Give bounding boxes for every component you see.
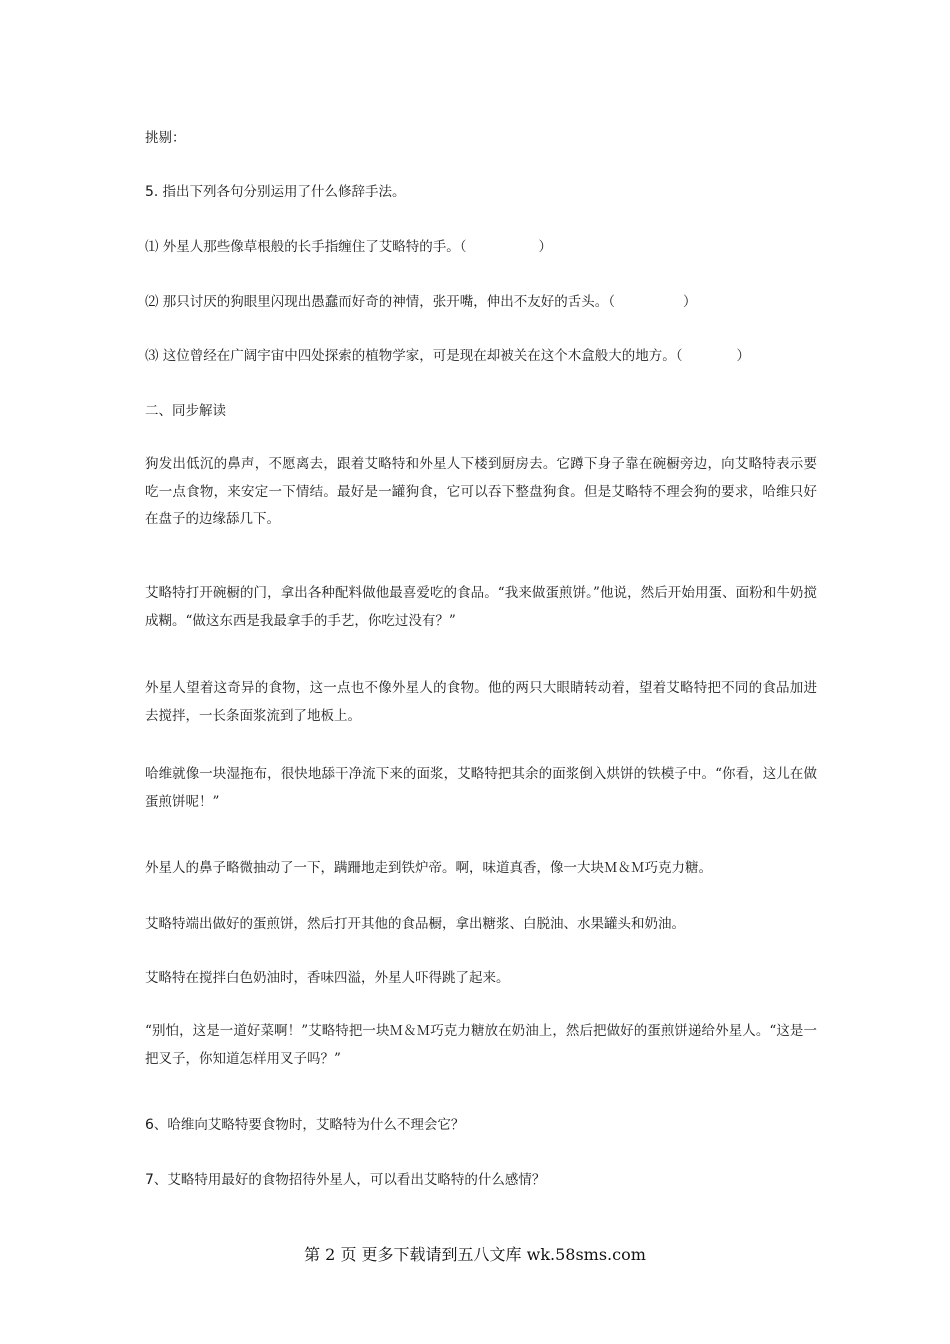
paragraph-5: 外星人的鼻子略微抽动了一下，蹒跚地走到铁炉帝。啊，味道真香，像一大块Ｍ＆Ｍ巧克力糖。 xyxy=(145,860,712,876)
sentence-1 xyxy=(145,236,825,258)
sentence-3-close: ） xyxy=(736,348,751,364)
sentence-3-text: ⑶ 这位曾经在广阔宇宙中四处探索的植物学家，可是现在却被关在这个木盒般大的地方。（ xyxy=(145,348,683,364)
sentence-1-text: ⑴ 外星人那些像草根般的长手指缠住了艾略特的手。（ xyxy=(145,239,467,255)
question-7-text: 、艾略特用最好的食物招待外星人，可以看出艾略特的什么感情？ xyxy=(153,1172,546,1188)
question-5 xyxy=(145,181,825,203)
question-6 xyxy=(145,1114,825,1136)
section-heading-2-text: 二、同步解读 xyxy=(145,403,226,419)
line-tiaoti xyxy=(145,127,825,149)
paragraph-1: 狗发出低沉的鼻声，不愿离去，跟着艾略特和外星人下楼到厨房去。它蹲下身子靠在碗橱旁边，向艾略特表示要吃一点食物，来安定一下情结。最好是一罐狗食，它可以吞下整盘狗食。但是艾略特不理会狗的要求，哈维只好在盘子的边缘舔几下。 xyxy=(145,456,817,527)
paragraph-2: 艾略特打开碗橱的门，拿出各种配料做他最喜爱吃的食品。“我来做蛋煎饼。”他说，然后开始用蛋、面粉和牛奶搅成糊。“做这东西是我最拿手的手艺，你吃过没有？” xyxy=(145,585,817,629)
paragraph-6: 艾略特端出做好的蛋煎饼，然后打开其他的食品橱，拿出糖浆、白脱油、水果罐头和奶油。 xyxy=(145,916,685,932)
paragraph-7: 艾略特在搅拌白色奶油时，香味四溢，外星人吓得跳了起来。 xyxy=(145,970,510,986)
question-7-number: 7 xyxy=(145,1172,154,1188)
page-footer: 第 2 页 更多下载请到五八文库 wk.58sms.com xyxy=(304,1245,646,1264)
line-tiaoti-text: 挑剔： xyxy=(145,130,186,146)
section-heading-2 xyxy=(145,400,825,422)
question-5-text: . 指出下列各句分别运用了什么修辞手法。 xyxy=(153,184,406,200)
sentence-3 xyxy=(145,345,825,367)
sentence-2-close: ） xyxy=(683,294,697,310)
paragraph-4: 哈维就像一块湿拖布，很快地舔干净流下来的面浆，艾略特把其余的面浆倒入烘饼的铁模子中。“你看，这儿在做蛋煎饼呢！” xyxy=(145,766,817,810)
sentence-1-close: ） xyxy=(538,239,553,255)
sentence-2-text: ⑵ 那只讨厌的狗眼里闪现出愚蠢而好奇的神情，张开嘴，伸出不友好的舌头。（ xyxy=(145,294,616,310)
question-6-number: 6 xyxy=(145,1117,154,1133)
paragraph-3: 外星人望着这奇异的食物，这一点也不像外星人的食物。他的两只大眼睛转动着，望着艾略特把不同的食品加进去搅拌，一长条面浆流到了地板上。 xyxy=(145,680,817,724)
question-7 xyxy=(145,1169,825,1191)
question-6-text: 、哈维向艾略特要食物时，艾略特为什么不理会它？ xyxy=(153,1117,465,1133)
sentence-2 xyxy=(145,291,825,313)
question-5-number: 5 xyxy=(145,184,154,200)
paragraph-8: “别怕，这是一道好菜啊！”艾略特把一块Ｍ＆Ｍ巧克力糖放在奶油上，然后把做好的蛋煎饼递给外星人。“这是一把叉子，你知道怎样用叉子吗？” xyxy=(145,1023,817,1067)
